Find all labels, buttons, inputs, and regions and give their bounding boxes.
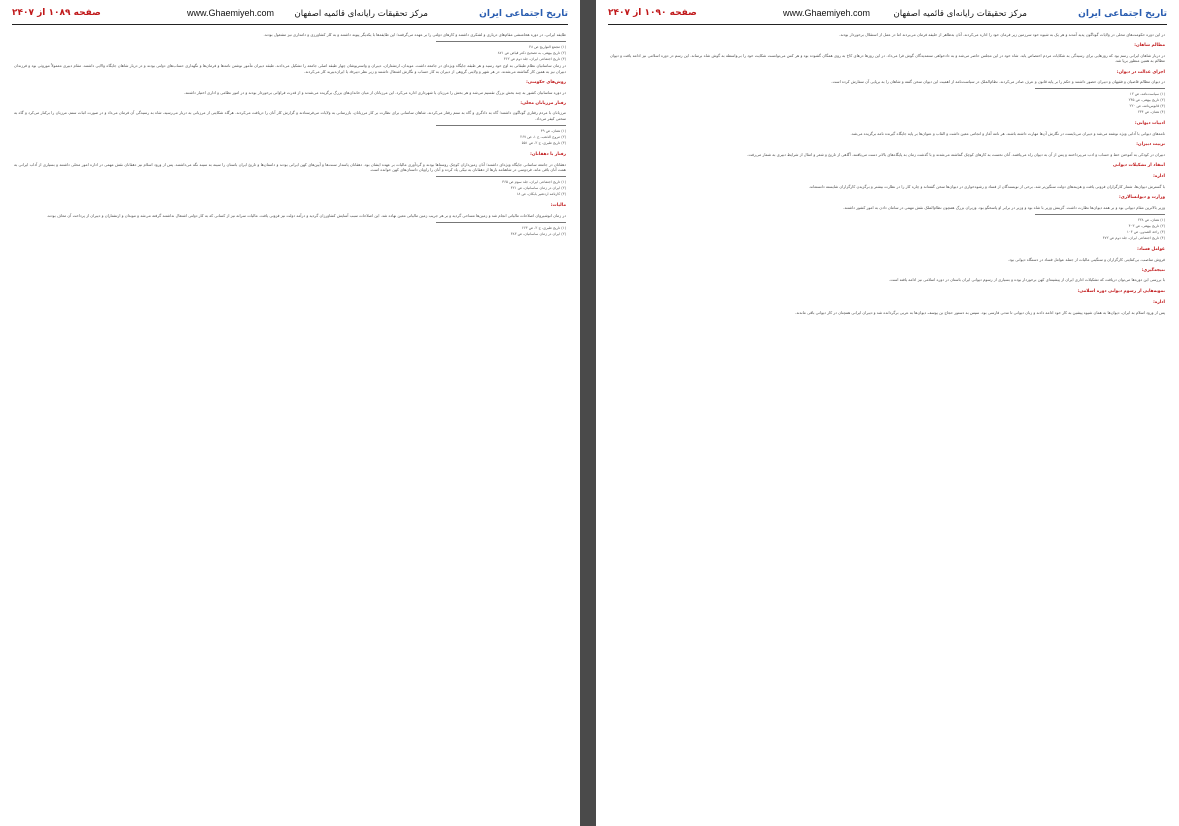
section-heading: ادبیات دیوانی: bbox=[1134, 121, 1165, 127]
body-paragraph: در زمان ساسانیان نظام طبقاتی به اوج خود رسید و هر طبقه جایگاه ویژه‌ای در جامعه داشت. موبدان، ارتشتاران، دبیران و واستریوشان چهار طبقه اصلی جامعه را تشکیل می‌دادند. طبقه دبیران مأمور نوشتن نامه‌ها و فرمان‌ها و نگهداری حساب‌های دولتی بودند و در دربار شاهان جایگاه والایی داشتند. مقام دبیری معمولاً موروثی بود و فرزندان دبیران نیز به همین کار گماشته می‌شدند. در هر شهر و ولایتی گروهی از دبیران به کار حساب و نگارش اشتغال داشتند و زیر نظر دبیرbد یا ایران‌دبیربد کار می‌کردند. bbox=[14, 63, 566, 74]
footnote: (۲) تاریخ بیهقی، ص ۲۴۵ bbox=[1128, 98, 1165, 103]
left-page bbox=[0, 0, 580, 826]
footnote: (۳) کارنامه اردشیر بابکان، ص ۱۸ bbox=[516, 192, 566, 197]
footnote: (۳) تاریخ اجتماعی ایران، جلد دوم ص ۳۶۲ bbox=[503, 57, 566, 62]
footnote: (۳) قابوس‌نامه، ص ۲۲۰ bbox=[1129, 104, 1165, 109]
section-heading: تربیت دبیران: bbox=[1136, 142, 1165, 148]
section-heading: اداره: bbox=[1153, 300, 1165, 306]
body-paragraph: با بررسی این دوره‌ها می‌توان دریافت که تشکیلات اداری ایران از پیشینه‌ای کهن برخوردار بوده و بسیاری از رسوم دیوانی ایران باستان در دوره اسلامی نیز ادامه یافته است. bbox=[889, 277, 1165, 283]
section-heading: نمونه‌هایی از رسوم دیوانی دوره اسلامی: bbox=[1077, 288, 1165, 294]
body-paragraph: دبیران در کودکی به آموختن خط و حساب و ادب می‌پرداختند و پس از آن به دیوان راه می‌یافتند. آنان نخست به کارهای کوچک گماشته می‌شدند و با گذشت زمان به پایگاه‌های بالاتر دست می‌یافتند. آگاهی از تاریخ و شعر و امثال از شرایط دبیری به شمار می‌رفت. bbox=[747, 151, 1165, 157]
body-paragraph: در دیوان مظالم قاضیان و فقیهان و دبیران حضور داشتند و حکم را بر پایه قانون و عرف صادر می‌کردند. نظام‌الملک در سیاست‌نامه از اهمیت این دیوان سخن گفته و شاهان را به برپایی آن سفارش کرده است. bbox=[831, 79, 1165, 85]
footnote: (۱) تاریخ طبری، ج ۲، ص ۶۶۳ bbox=[521, 226, 566, 231]
body-paragraph: با گسترش دیوان‌ها، شمار کارگزاران فزونی یافت و هزینه‌های دولت سنگین‌تر شد. برخی از نویسندگان از فساد و رشوه‌خواری در دیوان‌ها سخن گفته‌اند و چاره کار را در نظارت بیشتر و برگزیدن کارگزاران شایسته دانسته‌اند. bbox=[808, 183, 1165, 189]
footnote: (۲) مروج الذهب، ج ۱، ص ۲۶۷ bbox=[520, 135, 566, 140]
section-heading: مظالم شاهان: bbox=[1134, 43, 1165, 49]
footnote-rule bbox=[436, 222, 566, 223]
book-title[interactable]: تاریخ اجتماعی ایران bbox=[1078, 9, 1167, 19]
section-heading: نتیجه‌گیری: bbox=[1141, 267, 1165, 273]
footnote: (۱) سیاست‌نامه، ص ۱۲ bbox=[1129, 92, 1165, 97]
publisher-name: مرکز تحقیقات رایانه‌ای قائمیه اصفهان bbox=[294, 9, 428, 19]
page-header bbox=[608, 8, 1167, 24]
website-link[interactable]: www.Ghaemiyeh.com bbox=[187, 8, 275, 18]
section-heading: رفتار با دهقانان: bbox=[530, 152, 566, 158]
book-title[interactable]: تاریخ اجتماعی ایران bbox=[479, 9, 568, 19]
footnote: (۴) تاریخ اجتماعی ایران، جلد دوم ص ۴۷۲ bbox=[1102, 236, 1165, 241]
body-paragraph: در دوره ساسانیان کشور به چند بخش بزرگ تقسیم می‌شد و هر بخش را مرزبان یا شهرداری اداره می‌کرد. این مرزبانان از میان خاندان‌های بزرگ برگزیده می‌شدند و از قدرت فراوانی برخوردار بودند و در امور نظامی و اداری اختیار داشتند. bbox=[183, 89, 566, 95]
body-paragraph: دهقانان در جامعه ساسانی جایگاه ویژه‌ای داشتند؛ آنان زمین‌داران کوچک روستاها بودند و گردآوری مالیات بر عهده ایشان بود. دهقانان پاسدار سنت‌ها و آیین‌های کهن ایرانی بودند و داستان‌ها و تاریخ ایران باستان را سینه به سینه نگه می‌داشتند. پس از ورود اسلام نیز دهقانان نقش مهمی در اداره امور محلی داشتند و بسیاری از آداب ایرانی به همت آنان باقی ماند. فردوسی در شاهنامه بارها از دهقانان به نیکی یاد کرده و آنان را راویان داستان‌های کهن خوانده است. bbox=[14, 161, 566, 173]
footnote-rule bbox=[1035, 88, 1165, 89]
footnote: (۳) تاریخ طبری، ج ۲، ص ۵۵۱ bbox=[521, 141, 566, 146]
body-paragraph: مرزبانان با مردم رفتاری گوناگون داشتند؛ گاه به دادگری و گاه به ستم رفتار می‌کردند. شاهان ساسانی برای نظارت بر کار مرزبانان، بازرسانی به ولایات می‌فرستادند و گزارش کار آنان را دریافت می‌کردند. هرگاه شکایتی از مرزبانی به دربار می‌رسید، شاه به رسیدگی آن فرمان می‌داد و در صورت اثبات ستم، مرزبان را برکنار می‌کرد و گاه به سختی کیفر می‌داد. bbox=[14, 110, 566, 121]
footnote: (۲) تاریخ بیهقی، به تصحیح دکتر فیاض ص ۸۷۱ bbox=[497, 51, 566, 56]
footnote-rule bbox=[436, 176, 566, 177]
footnote: (۲) ایران در زمان ساسانیان، ص ۳۸۳ bbox=[510, 232, 566, 237]
section-heading: وزارت و دیوانسالاری: bbox=[1119, 195, 1165, 201]
body-paragraph: نامه‌های دیوانی با آدابی ویژه نوشته می‌شد و دبیران می‌بایست در نگارش آن‌ها مهارت داشته باشند. هر نامه آغاز و انجامی معین داشت و القاب و عنوان‌ها بر پایه جایگاه گیرنده نامه برگزیده می‌شد. bbox=[850, 130, 1165, 136]
footnote: (۲) ایران در زمان ساسانیان، ص ۴۲۱ bbox=[510, 186, 566, 191]
body-paragraph: وزیر بالاترین مقام دیوانی بود و بر همه دیوان‌ها نظارت داشت. گزینش وزیر با شاه بود و وزیر در برابر او پاسخگو بود. وزیران بزرگ همچون نظام‌الملک نقش مهمی در سامان دادن به امور کشور داشتند. bbox=[843, 204, 1165, 210]
footnote: (۱) تاریخ اجتماعی ایران، جلد سوم ص ۳۶۵ bbox=[502, 180, 566, 185]
section-heading: عوامل فساد: bbox=[1137, 247, 1165, 253]
footnote-rule bbox=[1035, 214, 1165, 215]
header-rule bbox=[12, 24, 568, 25]
footnote: (۲) تاریخ بیهقی، ص ۴۰۳ bbox=[1128, 224, 1165, 229]
body-paragraph: در زمان انوشیروان اصلاحات مالیاتی انجام شد و زمین‌ها مساحی گردید و بر هر جریب زمین مالیاتی معین نهاده شد. این اصلاحات سبب آسایش کشاورزان گردید و درآمد دولت نیز فزونی یافت. مالیات سرانه نیز از کسانی که به کار دولتی اشتغال نداشتند گرفته می‌شد و موبدان و ارتشتاران و دبیران از پرداخت آن معاف بودند. bbox=[46, 212, 566, 218]
publisher-name: مرکز تحقیقات رایانه‌ای قائمیه اصفهان bbox=[893, 9, 1027, 19]
footnote: (۱) همان، ص ۴۹ bbox=[540, 129, 566, 134]
page-body bbox=[610, 32, 1165, 820]
footnote-rule bbox=[436, 125, 566, 126]
footnote: (۱) همان، ص ۲۲۸ bbox=[1137, 218, 1165, 223]
page-number: صفحه ۱۰۸۹ از ۲۴۰۷ bbox=[12, 8, 101, 18]
page-gap bbox=[580, 0, 596, 826]
section-heading: اداره: bbox=[1153, 174, 1165, 180]
section-heading: مالیات: bbox=[550, 203, 566, 209]
body-paragraph: در دربار شاهان ایرانی رسم بود که روزهایی برای رسیدگی به شکایات مردم اختصاص یابد. شاه خود در این مجلس حاضر می‌شد و به دادخواهی ستمدیدگان گوش فرا می‌داد. در این روزها درهای کاخ به روی همگان گشوده بود و هر کس می‌توانست شکایت خود را بی‌واسطه به گوش شاه برساند. این رسم در دوره اسلامی نیز ادامه یافت و دیوان مظالم به همین منظور برپا شد. bbox=[610, 52, 1165, 64]
section-heading: انتقاد از تشکیلات دیوانی bbox=[1113, 163, 1165, 169]
page-body bbox=[14, 32, 566, 820]
footnote: (۳) راحة الصدور، ص ۱۰۴ bbox=[1126, 230, 1165, 235]
body-paragraph: طایفه ایرانی، در دوره هخامنشی مقام‌های درباری و لشکری داشتند و کارهای دولتی را بر عهده می‌گرفتند؛ این طایفه‌ها با یکدیگر پیوند داشتند و به کار کشاورزی و دامداری نیز مشغول بودند. bbox=[263, 32, 566, 37]
page-header bbox=[12, 8, 568, 24]
footnote: (۱) مجمع التواریخ ص ۴۸ bbox=[529, 45, 566, 50]
right-page bbox=[596, 0, 1179, 826]
body-paragraph: پس از ورود اسلام به ایران، دیوان‌ها به همان شیوه پیشین به کار خود ادامه دادند و زبان دیوانی تا مدتی فارسی بود. سپس به دستور حجاج بن یوسف دیوان‌ها به عربی برگردانده شد و دبیران ایرانی همچنان در کار دیوانی باقی ماندند. bbox=[795, 309, 1165, 315]
body-paragraph: فروش مناصب، بی‌کفایتی کارگزاران و سنگینی مالیات از جمله عوامل فساد در دستگاه دیوانی بود. bbox=[1007, 256, 1165, 262]
section-heading: روش‌های حکومتی: bbox=[526, 80, 566, 86]
section-heading: رفتار مرزبانان محلی: bbox=[520, 101, 566, 107]
page-number: صفحه ۱۰۹۰ از ۲۴۰۷ bbox=[608, 8, 697, 18]
section-heading: اجرای عدالت در دیوان: bbox=[1116, 69, 1165, 75]
footnote: (۴) همان، ص ۲۳۴ bbox=[1137, 110, 1165, 115]
header-rule bbox=[608, 24, 1167, 25]
footnote-rule bbox=[436, 41, 566, 42]
body-paragraph: در این دوره حکومت‌های محلی در ولایات گوناگون پدید آمدند و هر یک به شیوه خود سرزمین زیر فرمان خود را اداره می‌کردند. آنان به‌ظاهر از خلیفه فرمان می‌بردند اما در عمل از استقلال برخوردار بودند. bbox=[839, 32, 1165, 37]
website-link[interactable]: www.Ghaemiyeh.com bbox=[783, 8, 871, 18]
